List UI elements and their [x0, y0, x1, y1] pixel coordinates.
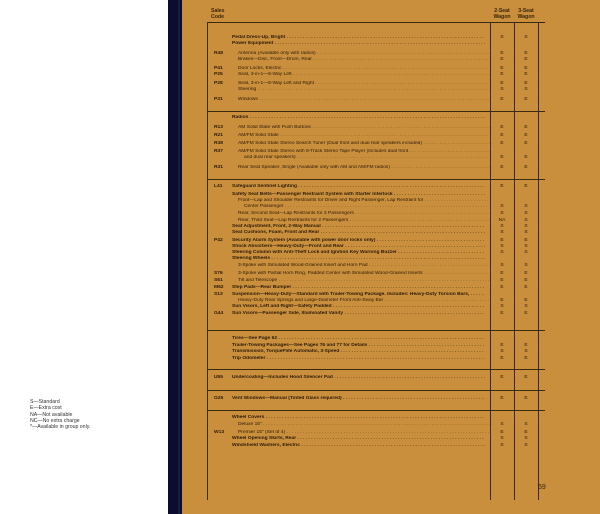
table-row	[182, 41, 600, 47]
three-seat-availability: E	[524, 81, 528, 86]
three-seat-availability: S	[524, 203, 528, 209]
section-divider	[207, 111, 545, 112]
two-seat-availability: S	[500, 203, 504, 209]
table-row	[182, 204, 600, 210]
two-seat-availability: S	[500, 230, 504, 235]
table-row	[182, 336, 600, 342]
table-row	[182, 211, 600, 217]
two-seat-availability: E	[500, 155, 504, 160]
table-row	[182, 356, 600, 362]
table-row	[182, 115, 600, 121]
table-row	[182, 192, 600, 198]
table-row	[182, 81, 600, 87]
table-row	[182, 230, 600, 236]
section-divider	[207, 390, 545, 391]
two-seat-availability: S	[500, 243, 504, 249]
three-seat-availability: E	[524, 66, 528, 71]
sales-code: S13	[214, 291, 223, 297]
table-row	[182, 141, 600, 147]
three-seat-wagon-header: 3-Seat Wagon	[517, 8, 535, 20]
three-seat-availability: S	[524, 442, 528, 448]
option-description: Safety Seat Belts—Passenger Restraint System with Starter Interlock . . .	[232, 192, 485, 198]
two-seat-availability: E	[500, 140, 504, 146]
three-seat-availability: S	[524, 224, 528, 229]
table-row	[182, 149, 600, 155]
option-description: AM/FM Solid State Stereo Search Tuner (Dual front and dual rear speakers included) . . .	[238, 141, 491, 147]
three-seat-availability: S	[524, 436, 528, 441]
two-seat-availability: E	[500, 96, 504, 102]
option-description: Pedal Dress-Up, Bright . . .	[232, 35, 485, 41]
two-seat-availability: E	[500, 342, 504, 348]
table-row	[182, 285, 600, 291]
table-row	[182, 87, 600, 93]
option-description: Seat Cushions, Foam, Front and Rear . . .	[232, 230, 485, 236]
table-row	[182, 430, 600, 436]
two-seat-availability: S	[500, 436, 504, 441]
option-description: Wheel Covers . . .	[232, 415, 485, 421]
two-seat-availability: E	[500, 311, 504, 316]
option-description: Shock Absorbers—Heavy-Duty—Front and Rear . . .	[232, 244, 485, 250]
option-description: AM/FM Solid State Stereo with 8-Track Stereo Tape Player (Includes dual front . . .	[238, 149, 491, 155]
option-description: Steering Wheels . . .	[232, 256, 485, 262]
option-description: 3-Spoke with Simulated Wood-Grained Insert and Horn Pad . . .	[238, 263, 491, 269]
table-row	[182, 343, 600, 349]
three-seat-availability: S	[524, 218, 528, 223]
option-description: Antenna (Available only with radios) . . .	[238, 51, 491, 57]
table-row	[182, 155, 600, 161]
two-seat-availability: E	[500, 164, 504, 170]
three-seat-availability: E	[524, 355, 528, 361]
table-row	[182, 396, 600, 402]
option-description: Undercoating—Includes Hood Silencer Pad . . .	[232, 375, 485, 381]
two-seat-availability: E	[500, 284, 504, 290]
three-seat-availability: E	[524, 342, 528, 348]
two-seat-wagon-header: 2-Seat Wagon	[493, 8, 511, 20]
three-seat-availability: S	[524, 230, 528, 235]
two-seat-availability: E	[500, 395, 504, 401]
two-seat-availability: E	[500, 429, 504, 435]
option-description: AM/FM Solid State . . .	[238, 133, 491, 139]
table-row	[182, 57, 600, 63]
options-page	[182, 0, 600, 514]
sales-code: W13	[214, 429, 225, 435]
three-seat-availability: E	[524, 237, 528, 243]
three-seat-availability: E	[524, 133, 528, 138]
table-row	[182, 184, 600, 190]
three-seat-availability: E	[524, 270, 528, 276]
two-seat-availability: E	[500, 56, 504, 62]
two-seat-availability: S	[500, 211, 504, 216]
option-description: Vent Windows—Manual (Tinted Glass required) . . .	[232, 396, 485, 402]
table-row	[182, 256, 600, 262]
option-description: Seat, 3-in-1—6-Way Left and Right . . .	[238, 81, 491, 87]
three-seat-availability: S	[524, 87, 528, 92]
two-seat-availability: S	[500, 442, 504, 448]
three-seat-availability: S	[524, 243, 528, 249]
option-description: Steering . . .	[238, 87, 491, 93]
option-description: Windshield Washers, Electric . . .	[232, 443, 485, 449]
table-row	[182, 422, 600, 428]
page-number: 69	[538, 484, 546, 491]
option-description: Suspension—Heavy-Duty—Standard with Trailer-Towing Package. Includes: Heavy-Duty Torsion Bars, . . .	[232, 292, 485, 298]
table-top-rule	[207, 22, 545, 23]
legend-not-available: NA—Not available	[30, 411, 73, 418]
section-divider	[207, 179, 545, 180]
option-description: Brakes—Disc, Front—Drum, Rear . . .	[238, 57, 491, 63]
sales-code: R21	[214, 133, 223, 138]
table-row	[182, 244, 600, 250]
two-seat-availability: E	[500, 50, 504, 56]
option-description: and dual rear speakers) . . .	[244, 155, 489, 161]
option-description: Tires—See Page 62 . . .	[232, 336, 485, 342]
table-row	[182, 97, 600, 103]
three-seat-availability: E	[524, 155, 528, 160]
sales-code: G44	[214, 311, 224, 316]
table-row	[182, 375, 600, 381]
three-seat-availability: S	[524, 34, 528, 40]
option-description: Radios . . .	[232, 115, 485, 121]
table-row	[182, 72, 600, 78]
sales-code: G25	[214, 395, 224, 401]
option-description: Tilt and Telescope . . .	[238, 278, 491, 284]
two-seat-availability: S	[500, 421, 504, 427]
table-row	[182, 415, 600, 421]
three-seat-availability: E	[524, 429, 528, 435]
table-row	[182, 218, 600, 224]
sales-code: R37	[214, 149, 223, 154]
option-description: Power Equipment . . .	[232, 41, 485, 47]
two-seat-availability: E	[500, 81, 504, 86]
table-row	[182, 304, 600, 310]
sales-code: R48	[214, 50, 223, 56]
sales-code: U55	[214, 374, 223, 380]
three-seat-availability: E	[524, 164, 528, 170]
section-divider	[207, 330, 545, 331]
table-row	[182, 66, 600, 72]
option-description: Wheel Opening Skirts, Rear . . .	[232, 436, 485, 442]
two-seat-availability: E	[500, 124, 504, 130]
two-seat-availability: E	[500, 374, 504, 380]
option-description: Trip Odometer . . .	[232, 356, 485, 362]
two-seat-availability: S	[500, 250, 504, 255]
two-seat-availability: S	[500, 262, 504, 268]
two-seat-availability: E	[500, 237, 504, 243]
table-row	[182, 51, 600, 57]
sales-code: P31	[214, 96, 223, 102]
two-seat-availability: NA	[498, 218, 506, 223]
sales-code: P25	[214, 72, 223, 77]
three-seat-availability: E	[524, 96, 528, 102]
option-description: Rear, Third Seat—Lap Restraints for 2 Passengers . . .	[238, 218, 491, 224]
option-description: Premier 15" (Set of 4) . . .	[238, 430, 491, 436]
option-description: Front—Lap and Shoulder Restraints for Driver and Right Passenger, Lap Restraint for . . .	[238, 198, 491, 204]
two-seat-availability: S	[500, 34, 504, 40]
two-seat-availability: E	[500, 133, 504, 138]
sales-code: R13	[214, 124, 223, 130]
sales-code: P41	[214, 66, 223, 71]
three-seat-availability: S	[524, 421, 528, 427]
option-description: Sun Visors—Passenger Side, Illuminated Vanity . . .	[232, 311, 485, 317]
three-seat-availability: S	[524, 250, 528, 255]
three-seat-availability: S	[524, 303, 528, 309]
three-seat-availability: E	[524, 50, 528, 56]
option-description: Center Passenger . . .	[244, 204, 489, 210]
option-description: Steering Column with Anti-Theft Lock and Ignition Key Warning Buzzer . . .	[232, 250, 485, 256]
option-description: Step Pads—Rear Bumper . . .	[232, 285, 485, 291]
table-row	[182, 198, 600, 204]
table-row	[182, 133, 600, 139]
sales-code: P42	[214, 237, 223, 243]
option-description: Security Alarm System (Available with power door locks only) . . .	[232, 238, 485, 244]
legend-standard: S—Standard	[30, 399, 60, 405]
option-description: Safeguard Sentinel Lighting . . .	[232, 184, 485, 190]
two-seat-availability: S	[500, 349, 504, 354]
option-description: Seat Adjustment, Front, 2-Way Manual . . .	[232, 224, 485, 230]
three-seat-availability: E	[524, 374, 528, 380]
table-row	[182, 271, 600, 277]
sales-code: P28	[214, 81, 223, 86]
two-seat-availability: E	[500, 297, 504, 303]
table-row	[182, 298, 600, 304]
three-seat-availability: E	[524, 183, 528, 189]
three-seat-availability: E	[524, 140, 528, 146]
three-seat-availability: E	[524, 297, 528, 303]
legend-no-extra-charge: NC—No extra charge	[30, 417, 80, 424]
three-seat-availability: E	[524, 124, 528, 130]
table-row	[182, 125, 600, 131]
two-seat-availability: E	[500, 66, 504, 71]
two-seat-availability: E	[500, 277, 504, 283]
sales-code: S76	[214, 270, 223, 276]
option-description: Heavy-Duty Rear Springs and Large-Diameter Front Anti-Sway Bar . . .	[238, 298, 491, 304]
section-divider	[207, 369, 545, 370]
two-seat-availability: S	[500, 87, 504, 92]
two-seat-availability: E	[500, 72, 504, 77]
option-description: Door Locks, Electric . . .	[238, 66, 491, 72]
table-row	[182, 263, 600, 269]
sales-code: M62	[214, 284, 224, 290]
sales-code: R38	[214, 140, 223, 146]
two-seat-availability: S	[500, 224, 504, 229]
option-description: Windows . . .	[238, 97, 491, 103]
binding-stripe-edge	[178, 0, 180, 514]
table-row	[182, 238, 600, 244]
option-description: Sun Visors, Left and Right—Safety Padded . . .	[232, 304, 485, 310]
two-seat-availability: S	[500, 303, 504, 309]
option-description: Transmission, TorqueFlite Automatic, 3-Speed . . .	[232, 349, 485, 355]
option-description: 3-Spoke with Partial Horn Ring, Padded Center with Simulated Wood-Grained Inserts . . .	[238, 271, 491, 277]
table-row	[182, 165, 600, 171]
table-row	[182, 311, 600, 317]
sales-code: S61	[214, 277, 223, 283]
legend	[30, 399, 170, 430]
option-description: AM Solid State with Push Buttons . . .	[238, 125, 491, 131]
table-row	[182, 278, 600, 284]
three-seat-availability: S	[524, 349, 528, 354]
table-row	[182, 349, 600, 355]
option-description: Trailer-Towing Packages—See Pages 76 and 77 for Details . . .	[232, 343, 485, 349]
two-seat-availability: E	[500, 355, 504, 361]
table-row	[182, 250, 600, 256]
table-row	[182, 436, 600, 442]
three-seat-availability: E	[524, 284, 528, 290]
three-seat-availability: S	[524, 211, 528, 216]
sales-code-header: Sales Code	[211, 8, 225, 20]
option-description: Rear, Second Seat—Lap Restraints for 3 Passengers . . .	[238, 211, 491, 217]
section-divider	[207, 410, 545, 411]
three-seat-availability: S	[524, 262, 528, 268]
three-seat-availability: E	[524, 277, 528, 283]
table-row	[182, 35, 600, 41]
two-seat-availability: E	[500, 270, 504, 276]
three-seat-availability: E	[524, 72, 528, 77]
two-seat-availability: E	[500, 183, 504, 189]
legend-group-only: *—Available in group only.	[30, 424, 91, 431]
table-row	[182, 224, 600, 230]
legend-extra-cost: E—Extra cost	[30, 405, 62, 412]
option-description: Rear Seat Speaker, Single (Available only with AM and AM/FM radios) . . .	[238, 165, 491, 171]
option-description: Seat, 3-in-1—6-Way Left . . .	[238, 72, 491, 78]
three-seat-availability: E	[524, 311, 528, 316]
table-row	[182, 292, 600, 298]
sales-code: R31	[214, 164, 223, 170]
three-seat-availability: E	[524, 56, 528, 62]
option-description: Deluxe 15" . . .	[238, 422, 491, 428]
sales-code: L41	[214, 183, 223, 189]
table-row	[182, 443, 600, 449]
three-seat-availability: E	[524, 395, 528, 401]
